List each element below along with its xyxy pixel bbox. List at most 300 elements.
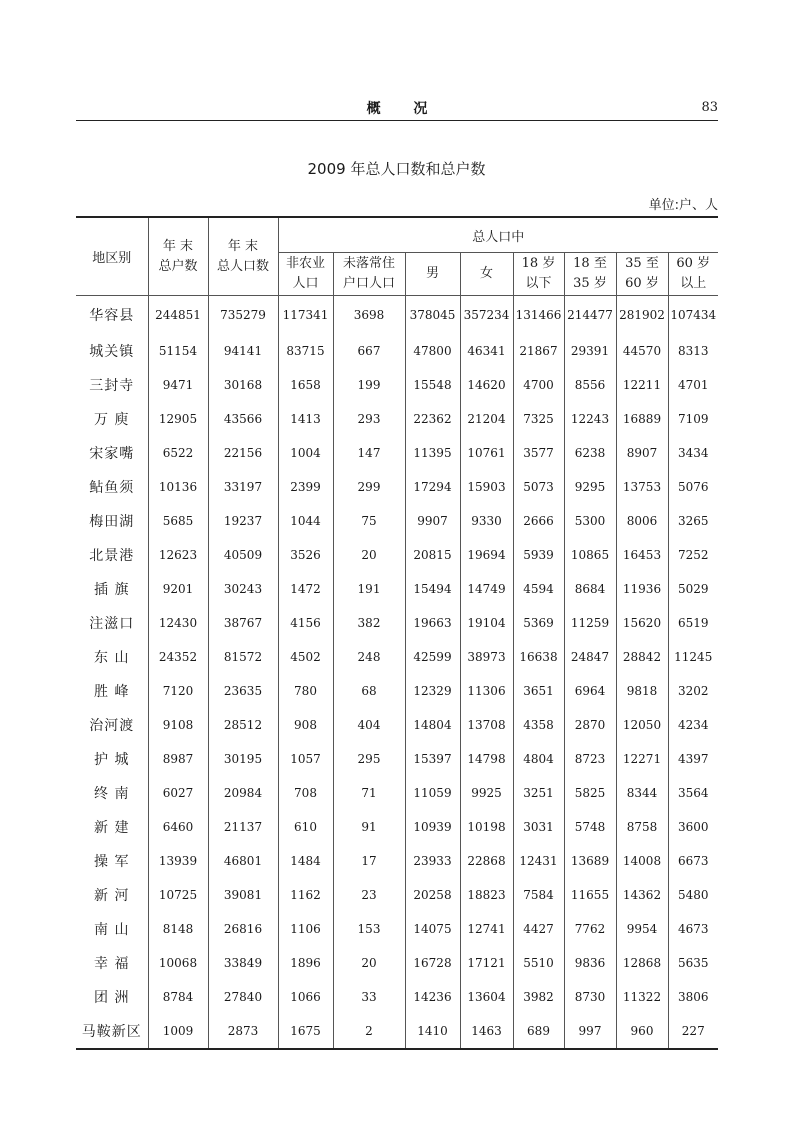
value-cell: 5685 [148, 504, 208, 538]
value-cell: 7325 [513, 402, 564, 436]
value-cell: 8148 [148, 912, 208, 946]
value-cell: 24352 [148, 640, 208, 674]
value-cell: 780 [278, 674, 333, 708]
value-cell: 15494 [405, 572, 460, 606]
value-cell: 4358 [513, 708, 564, 742]
value-cell: 9954 [616, 912, 668, 946]
value-cell: 23 [333, 878, 405, 912]
subcol-header-line: 18 岁 [521, 256, 556, 271]
value-cell: 3434 [668, 436, 718, 470]
value-cell: 299 [333, 470, 405, 504]
value-cell: 4502 [278, 640, 333, 674]
value-cell: 47800 [405, 334, 460, 368]
value-cell: 6519 [668, 606, 718, 640]
table-row [76, 980, 718, 1014]
value-cell: 19237 [208, 504, 278, 538]
value-cell: 14620 [460, 368, 513, 402]
table-row [76, 946, 718, 980]
value-cell: 4673 [668, 912, 718, 946]
value-cell: 19104 [460, 606, 513, 640]
region-name-cell: 插 旗 [76, 572, 148, 606]
value-cell: 51154 [148, 334, 208, 368]
value-cell: 997 [564, 1014, 616, 1049]
value-cell: 12050 [616, 708, 668, 742]
value-cell: 244851 [148, 296, 208, 335]
value-cell: 1106 [278, 912, 333, 946]
value-cell: 107434 [668, 296, 718, 335]
value-cell: 30195 [208, 742, 278, 776]
page-number: 83 [701, 100, 718, 115]
value-cell: 4700 [513, 368, 564, 402]
value-cell: 3251 [513, 776, 564, 810]
region-name-cell: 幸 福 [76, 946, 148, 980]
value-cell: 9108 [148, 708, 208, 742]
value-cell: 8556 [564, 368, 616, 402]
value-cell: 13689 [564, 844, 616, 878]
value-cell: 8313 [668, 334, 718, 368]
value-cell: 14008 [616, 844, 668, 878]
value-cell: 18823 [460, 878, 513, 912]
value-cell: 1004 [278, 436, 333, 470]
value-cell: 10865 [564, 538, 616, 572]
value-cell: 33197 [208, 470, 278, 504]
value-cell: 8907 [616, 436, 668, 470]
subcol-header-line: 以下 [525, 276, 552, 291]
value-cell: 2873 [208, 1014, 278, 1049]
value-cell: 5369 [513, 606, 564, 640]
value-cell: 28842 [616, 640, 668, 674]
table-row [76, 606, 718, 640]
value-cell: 191 [333, 572, 405, 606]
value-cell: 10725 [148, 878, 208, 912]
value-cell: 295 [333, 742, 405, 776]
value-cell: 20984 [208, 776, 278, 810]
value-cell: 16453 [616, 538, 668, 572]
value-cell: 12243 [564, 402, 616, 436]
value-cell: 13939 [148, 844, 208, 878]
value-cell: 14075 [405, 912, 460, 946]
value-cell: 227 [668, 1014, 718, 1049]
table-row [76, 1014, 718, 1049]
subcol-header [564, 253, 616, 296]
value-cell: 19694 [460, 538, 513, 572]
value-cell: 42599 [405, 640, 460, 674]
value-cell: 11936 [616, 572, 668, 606]
value-cell: 1658 [278, 368, 333, 402]
value-cell: 12329 [405, 674, 460, 708]
value-cell: 667 [333, 334, 405, 368]
col-header-population-line1: 年 末 [227, 238, 259, 254]
value-cell: 1896 [278, 946, 333, 980]
region-name-cell: 马鞍新区 [76, 1014, 148, 1049]
subcol-header-line: 以上 [680, 276, 707, 291]
value-cell: 4234 [668, 708, 718, 742]
value-cell: 4427 [513, 912, 564, 946]
value-cell: 44570 [616, 334, 668, 368]
value-cell: 3265 [668, 504, 718, 538]
table-row [76, 878, 718, 912]
value-cell: 735279 [208, 296, 278, 335]
value-cell: 9836 [564, 946, 616, 980]
region-name-cell: 东 山 [76, 640, 148, 674]
value-cell: 10136 [148, 470, 208, 504]
region-name-cell: 终 南 [76, 776, 148, 810]
region-name-cell: 新 建 [76, 810, 148, 844]
value-cell: 26816 [208, 912, 278, 946]
value-cell: 6964 [564, 674, 616, 708]
region-name-cell: 护 城 [76, 742, 148, 776]
region-name-cell: 团 洲 [76, 980, 148, 1014]
value-cell: 8006 [616, 504, 668, 538]
subcol-header [616, 253, 668, 296]
value-cell: 1162 [278, 878, 333, 912]
value-cell: 11395 [405, 436, 460, 470]
subcol-header-line: 18 至 [573, 256, 607, 271]
value-cell: 4156 [278, 606, 333, 640]
region-name-cell: 鲇鱼须 [76, 470, 148, 504]
value-cell: 2399 [278, 470, 333, 504]
value-cell: 1044 [278, 504, 333, 538]
value-cell: 9818 [616, 674, 668, 708]
value-cell: 71 [333, 776, 405, 810]
value-cell: 3526 [278, 538, 333, 572]
value-cell: 689 [513, 1014, 564, 1049]
value-cell: 4397 [668, 742, 718, 776]
value-cell: 13708 [460, 708, 513, 742]
value-cell: 8344 [616, 776, 668, 810]
col-header-region: 地区别 [76, 217, 148, 296]
value-cell: 248 [333, 640, 405, 674]
region-name-cell: 城关镇 [76, 334, 148, 368]
table-row [76, 296, 718, 335]
value-cell: 16728 [405, 946, 460, 980]
value-cell: 117341 [278, 296, 333, 335]
value-cell: 7762 [564, 912, 616, 946]
value-cell: 281902 [616, 296, 668, 335]
value-cell: 17294 [405, 470, 460, 504]
value-cell: 24847 [564, 640, 616, 674]
value-cell: 40509 [208, 538, 278, 572]
value-cell: 199 [333, 368, 405, 402]
value-cell: 382 [333, 606, 405, 640]
value-cell: 3577 [513, 436, 564, 470]
value-cell: 15620 [616, 606, 668, 640]
value-cell: 15397 [405, 742, 460, 776]
value-cell: 10761 [460, 436, 513, 470]
value-cell: 46341 [460, 334, 513, 368]
value-cell: 11306 [460, 674, 513, 708]
value-cell: 19663 [405, 606, 460, 640]
value-cell: 1066 [278, 980, 333, 1014]
value-cell: 378045 [405, 296, 460, 335]
value-cell: 30243 [208, 572, 278, 606]
value-cell: 8730 [564, 980, 616, 1014]
value-cell: 23635 [208, 674, 278, 708]
col-header-households [148, 217, 208, 296]
table-row [76, 572, 718, 606]
value-cell: 9201 [148, 572, 208, 606]
value-cell: 46801 [208, 844, 278, 878]
value-cell: 3031 [513, 810, 564, 844]
value-cell: 11059 [405, 776, 460, 810]
value-cell: 11259 [564, 606, 616, 640]
value-cell: 3698 [333, 296, 405, 335]
value-cell: 15548 [405, 368, 460, 402]
value-cell: 21137 [208, 810, 278, 844]
subcol-header [278, 253, 333, 296]
population-table [76, 216, 718, 1050]
value-cell: 12430 [148, 606, 208, 640]
running-header [76, 96, 718, 121]
value-cell: 81572 [208, 640, 278, 674]
value-cell: 83715 [278, 334, 333, 368]
table-row [76, 402, 718, 436]
value-cell: 6027 [148, 776, 208, 810]
value-cell: 14362 [616, 878, 668, 912]
value-cell: 38973 [460, 640, 513, 674]
table-row [76, 742, 718, 776]
unit-note: 单位:户、人 [648, 198, 718, 213]
value-cell: 43566 [208, 402, 278, 436]
value-cell: 1410 [405, 1014, 460, 1049]
value-cell: 3600 [668, 810, 718, 844]
value-cell: 14236 [405, 980, 460, 1014]
subcol-header-line: 60 岁 [676, 256, 711, 271]
value-cell: 10068 [148, 946, 208, 980]
value-cell: 1009 [148, 1014, 208, 1049]
value-cell: 12431 [513, 844, 564, 878]
table-row [76, 504, 718, 538]
value-cell: 14749 [460, 572, 513, 606]
value-cell: 3806 [668, 980, 718, 1014]
value-cell: 11322 [616, 980, 668, 1014]
table-row [76, 436, 718, 470]
value-cell: 20 [333, 538, 405, 572]
value-cell: 6238 [564, 436, 616, 470]
value-cell: 9330 [460, 504, 513, 538]
value-cell: 21867 [513, 334, 564, 368]
value-cell: 5076 [668, 470, 718, 504]
value-cell: 13604 [460, 980, 513, 1014]
section-title: 概 况 [366, 101, 442, 117]
value-cell: 13753 [616, 470, 668, 504]
value-cell: 17 [333, 844, 405, 878]
value-cell: 1413 [278, 402, 333, 436]
region-name-cell: 梅田湖 [76, 504, 148, 538]
value-cell: 10939 [405, 810, 460, 844]
region-name-cell: 三封寺 [76, 368, 148, 402]
value-cell: 3564 [668, 776, 718, 810]
region-name-cell: 注滋口 [76, 606, 148, 640]
value-cell: 8723 [564, 742, 616, 776]
subcol-header [333, 253, 405, 296]
subcol-header [460, 253, 513, 296]
value-cell: 14798 [460, 742, 513, 776]
table-row [76, 674, 718, 708]
value-cell: 91 [333, 810, 405, 844]
region-name-cell: 宋家嘴 [76, 436, 148, 470]
value-cell: 27840 [208, 980, 278, 1014]
region-name-cell: 胜 峰 [76, 674, 148, 708]
value-cell: 8987 [148, 742, 208, 776]
value-cell: 357234 [460, 296, 513, 335]
value-cell: 12211 [616, 368, 668, 402]
value-cell: 16889 [616, 402, 668, 436]
region-name-cell: 北景港 [76, 538, 148, 572]
value-cell: 2870 [564, 708, 616, 742]
subcol-header-line: 未落常住 [342, 256, 395, 271]
col-header-households-line2: 总户数 [158, 258, 198, 274]
table-row [76, 776, 718, 810]
region-name-cell: 万 庾 [76, 402, 148, 436]
value-cell: 4701 [668, 368, 718, 402]
value-cell: 21204 [460, 402, 513, 436]
subcol-header-line: 60 岁 [625, 276, 659, 291]
value-cell: 5510 [513, 946, 564, 980]
value-cell: 9471 [148, 368, 208, 402]
subcol-header-line: 男 [425, 266, 439, 281]
subcol-header-line: 35 至 [625, 256, 659, 271]
subcol-header [668, 253, 718, 296]
value-cell: 1472 [278, 572, 333, 606]
value-cell: 14804 [405, 708, 460, 742]
region-name-cell: 操 军 [76, 844, 148, 878]
value-cell: 38767 [208, 606, 278, 640]
value-cell: 908 [278, 708, 333, 742]
value-cell: 3202 [668, 674, 718, 708]
region-name-cell: 华容县 [76, 296, 148, 335]
value-cell: 6673 [668, 844, 718, 878]
value-cell: 20258 [405, 878, 460, 912]
value-cell: 6522 [148, 436, 208, 470]
value-cell: 12868 [616, 946, 668, 980]
value-cell: 147 [333, 436, 405, 470]
subcol-header-line: 女 [479, 266, 493, 281]
value-cell: 5073 [513, 470, 564, 504]
value-cell: 8758 [616, 810, 668, 844]
value-cell: 28512 [208, 708, 278, 742]
value-cell: 1463 [460, 1014, 513, 1049]
value-cell: 20 [333, 946, 405, 980]
value-cell: 7120 [148, 674, 208, 708]
value-cell: 708 [278, 776, 333, 810]
value-cell: 17121 [460, 946, 513, 980]
table-row [76, 708, 718, 742]
value-cell: 4594 [513, 572, 564, 606]
subcol-header [513, 253, 564, 296]
value-cell: 39081 [208, 878, 278, 912]
value-cell: 12741 [460, 912, 513, 946]
value-cell: 75 [333, 504, 405, 538]
value-cell: 4804 [513, 742, 564, 776]
value-cell: 33849 [208, 946, 278, 980]
value-cell: 7584 [513, 878, 564, 912]
value-cell: 1484 [278, 844, 333, 878]
value-cell: 9295 [564, 470, 616, 504]
value-cell: 6460 [148, 810, 208, 844]
value-cell: 610 [278, 810, 333, 844]
value-cell: 5635 [668, 946, 718, 980]
value-cell: 20815 [405, 538, 460, 572]
value-cell: 22868 [460, 844, 513, 878]
value-cell: 9907 [405, 504, 460, 538]
subcol-header-line: 35 岁 [573, 276, 607, 291]
value-cell: 16638 [513, 640, 564, 674]
value-cell: 7109 [668, 402, 718, 436]
value-cell: 12271 [616, 742, 668, 776]
table-body [76, 296, 718, 1050]
subcol-header-line: 人口 [292, 276, 319, 291]
table-row [76, 810, 718, 844]
col-header-population [208, 217, 278, 296]
table-row [76, 640, 718, 674]
value-cell: 2666 [513, 504, 564, 538]
value-cell: 23933 [405, 844, 460, 878]
value-cell: 293 [333, 402, 405, 436]
region-name-cell: 新 河 [76, 878, 148, 912]
table-row [76, 368, 718, 402]
value-cell: 12623 [148, 538, 208, 572]
value-cell: 8784 [148, 980, 208, 1014]
value-cell: 3982 [513, 980, 564, 1014]
value-cell: 68 [333, 674, 405, 708]
value-cell: 131466 [513, 296, 564, 335]
value-cell: 960 [616, 1014, 668, 1049]
value-cell: 33 [333, 980, 405, 1014]
value-cell: 1675 [278, 1014, 333, 1049]
group-header: 总人口中 [278, 217, 718, 253]
subcol-header-line: 非农业 [285, 256, 325, 271]
table-row [76, 470, 718, 504]
subcol-header-line: 户口人口 [342, 276, 395, 291]
table-row [76, 844, 718, 878]
value-cell: 10198 [460, 810, 513, 844]
table-title: 2009 年总人口数和总户数 [307, 160, 486, 178]
table-row [76, 538, 718, 572]
table-row [76, 912, 718, 946]
value-cell: 11245 [668, 640, 718, 674]
value-cell: 29391 [564, 334, 616, 368]
value-cell: 5029 [668, 572, 718, 606]
value-cell: 7252 [668, 538, 718, 572]
region-name-cell: 治河渡 [76, 708, 148, 742]
value-cell: 8684 [564, 572, 616, 606]
value-cell: 5748 [564, 810, 616, 844]
table-row [76, 334, 718, 368]
value-cell: 5939 [513, 538, 564, 572]
subcol-header [405, 253, 460, 296]
region-name-cell: 南 山 [76, 912, 148, 946]
value-cell: 30168 [208, 368, 278, 402]
value-cell: 153 [333, 912, 405, 946]
value-cell: 5480 [668, 878, 718, 912]
value-cell: 2 [333, 1014, 405, 1049]
value-cell: 11655 [564, 878, 616, 912]
value-cell: 9925 [460, 776, 513, 810]
value-cell: 22362 [405, 402, 460, 436]
value-cell: 5825 [564, 776, 616, 810]
value-cell: 12905 [148, 402, 208, 436]
value-cell: 214477 [564, 296, 616, 335]
col-header-population-line2: 总人口数 [216, 258, 269, 274]
value-cell: 5300 [564, 504, 616, 538]
value-cell: 1057 [278, 742, 333, 776]
value-cell: 404 [333, 708, 405, 742]
value-cell: 22156 [208, 436, 278, 470]
value-cell: 3651 [513, 674, 564, 708]
col-header-households-line1: 年 末 [162, 238, 194, 254]
value-cell: 15903 [460, 470, 513, 504]
